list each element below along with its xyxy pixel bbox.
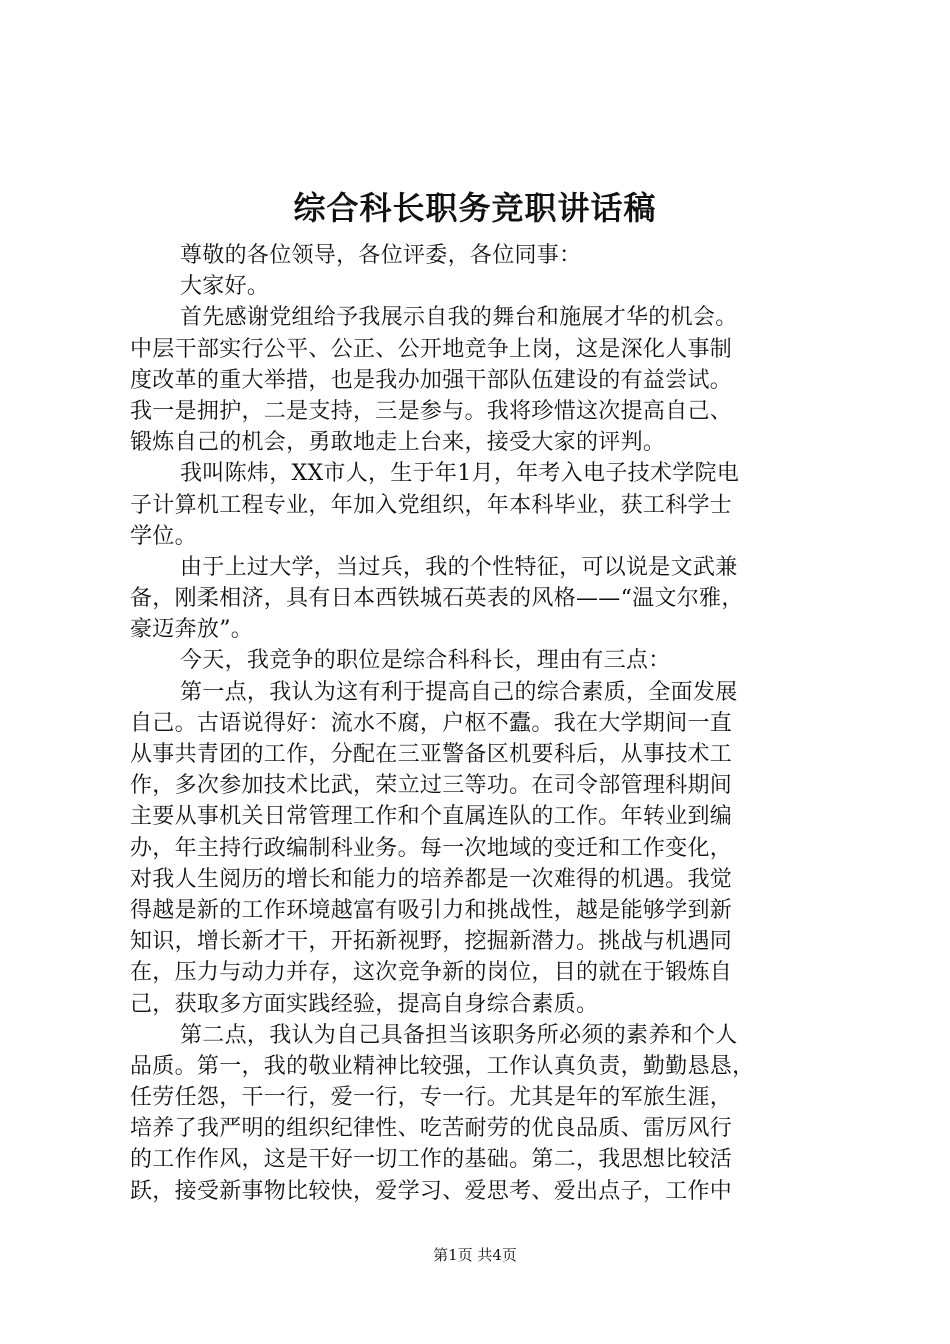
body-line: 跃，接受新事物比较快，爱学习、爱思考、爱出点子，工作中 <box>130 1178 733 1204</box>
document-title: 综合科长职务竞职讲话稿 <box>293 189 657 227</box>
body-line: 第二点，我认为自己具备担当该职务所必须的素养和个人 <box>180 1022 738 1048</box>
document-body <box>130 240 830 1207</box>
body-line: 自己。古语说得好：流水不腐，户枢不蠹。我在大学期间一直 <box>130 710 733 736</box>
body-line: 尊敬的各位领导，各位评委，各位同事： <box>180 243 582 268</box>
body-line: 作，多次参加技术比武，荣立过三等功。在司令部管理科期间 <box>130 773 733 799</box>
body-line: 大家好。 <box>180 274 270 300</box>
body-line: 中层干部实行公平、公正、公开地竞争上岗，这是深化人事制 <box>130 336 733 362</box>
body-line: 备，刚柔相济，具有日本西铁城石英表的风格——“温文尔雅， <box>130 586 744 612</box>
page-footer <box>0 1244 950 1266</box>
body-line: 培养了我严明的组织纪律性、吃苦耐劳的优良品质、雷厉风行 <box>130 1116 733 1142</box>
body-line: 对我人生阅历的增长和能力的培养都是一次难得的机遇。我觉 <box>130 866 733 892</box>
body-line: 主要从事机关日常管理工作和个直属连队的工作。年转业到编 <box>130 804 733 830</box>
body-line: 首先感谢党组给予我展示自我的舞台和施展才华的机会。 <box>180 305 738 331</box>
body-line: 我一是拥护，二是支持，三是参与。我将珍惜这次提高自己、 <box>130 398 733 424</box>
body-line: 由于上过大学，当过兵，我的个性特征，可以说是文武兼 <box>180 554 738 580</box>
body-line: 得越是新的工作环境越富有吸引力和挑战性，越是能够学到新 <box>130 897 733 923</box>
body-line: 办，年主持行政编制科业务。每一次地域的变迁和工作变化， <box>130 835 733 861</box>
page-number-label: 第1页 共4页 <box>433 1246 517 1264</box>
body-line: 从事共青团的工作，分配在三亚警备区机要科后，从事技术工 <box>130 742 733 767</box>
body-line: 知识，增长新才干，开拓新视野，挖掘新潜力。挑战与机遇同 <box>130 929 733 955</box>
body-line: 任劳任怨，干一行，爱一行，专一行。尤其是年的军旅生涯， <box>130 1085 733 1111</box>
body-line: 度改革的重大举措，也是我办加强干部队伍建设的有益尝试。 <box>130 367 733 393</box>
body-line: 锻炼自己的机会，勇敢地走上台来，接受大家的评判。 <box>130 430 666 456</box>
body-line: 今天，我竞争的职位是综合科科长，理由有三点： <box>180 648 671 674</box>
body-line: 学位。 <box>130 523 197 549</box>
body-line: 在，压力与动力并存，这次竞争新的岗位，目的就在于锻炼自 <box>130 960 733 986</box>
body-line: 第一点，我认为这有利于提高自己的综合素质，全面发展 <box>180 679 738 705</box>
body-line: 豪迈奔放”。 <box>130 617 254 643</box>
body-line: 品质。第一，我的敬业精神比较强，工作认真负责，勤勤恳恳， <box>130 1053 755 1079</box>
body-line: 的工作作风，这是干好一切工作的基础。第二，我思想比较活 <box>130 1147 733 1173</box>
body-line: 子计算机工程专业，年加入党组织，年本科毕业，获工科学士 <box>130 492 733 518</box>
body-line: 我叫陈炜，XX市人，生于年1月，年考入电子技术学院电 <box>180 461 740 487</box>
body-line: 己，获取多方面实践经验，提高自身综合素质。 <box>130 991 599 1017</box>
